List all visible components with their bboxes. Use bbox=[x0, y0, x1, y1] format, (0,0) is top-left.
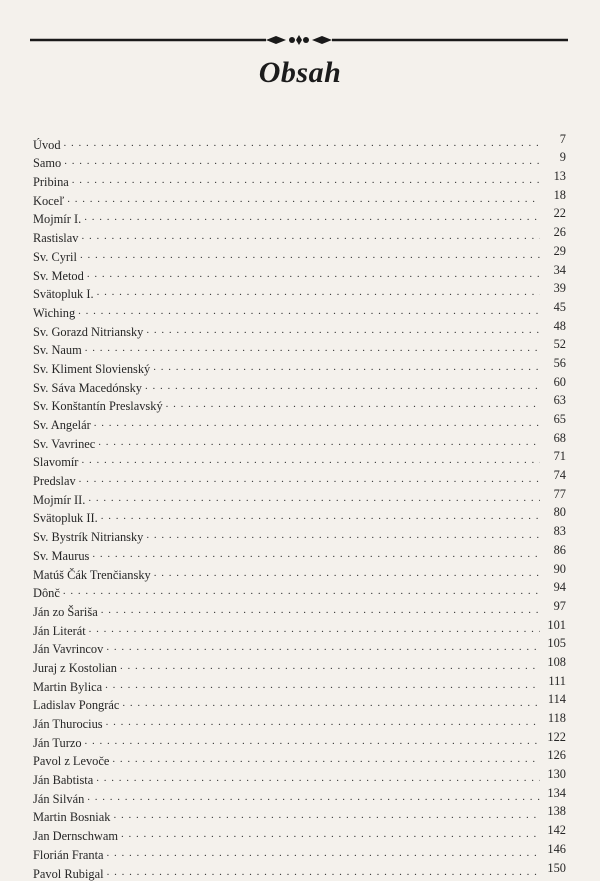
toc-entry-page-number: 83 bbox=[553, 524, 566, 539]
toc-entry bbox=[33, 320, 566, 339]
dot-leader bbox=[106, 715, 540, 729]
toc-entry-page-number: 7 bbox=[559, 131, 566, 146]
dot-leader bbox=[67, 192, 540, 206]
dot-leader bbox=[79, 472, 540, 486]
toc-entry-title: Sv. Gorazd Nitriansky bbox=[33, 324, 144, 339]
toc-entry bbox=[33, 712, 566, 731]
toc-entry-page-number: 68 bbox=[553, 430, 566, 445]
dot-leader bbox=[63, 584, 540, 598]
dot-leader bbox=[97, 285, 540, 299]
toc-entry bbox=[33, 264, 566, 283]
toc-entry-title: Koceľ bbox=[33, 193, 65, 208]
toc-entry-title: Pribina bbox=[33, 175, 69, 190]
toc-entry-page-number: 108 bbox=[547, 654, 566, 669]
dot-leader bbox=[107, 865, 540, 879]
toc-entry-page-number: 71 bbox=[553, 449, 566, 464]
toc-entry bbox=[33, 563, 566, 582]
dot-leader bbox=[107, 846, 540, 860]
dot-leader bbox=[146, 323, 540, 337]
toc-entry bbox=[33, 451, 566, 470]
toc-entry bbox=[33, 824, 566, 843]
dot-leader bbox=[80, 248, 540, 262]
toc-entry-title: Sv. Kliment Slovienský bbox=[33, 361, 151, 376]
dot-leader bbox=[81, 453, 540, 467]
dot-leader bbox=[64, 154, 540, 168]
dot-leader bbox=[112, 752, 540, 766]
dot-leader bbox=[146, 528, 540, 542]
toc-entry bbox=[33, 750, 566, 769]
toc-entry bbox=[33, 507, 566, 526]
toc-entry-page-number: 56 bbox=[553, 355, 566, 370]
toc-entry bbox=[33, 675, 566, 694]
toc-entry-page-number: 22 bbox=[553, 206, 566, 221]
toc-entry-title: Martin Bylica bbox=[33, 679, 103, 694]
toc-entry-page-number: 13 bbox=[553, 169, 566, 184]
toc-entry bbox=[33, 862, 566, 881]
toc-entry-page-number: 18 bbox=[553, 187, 566, 202]
toc-entry bbox=[33, 731, 566, 750]
toc-entry-page-number: 29 bbox=[553, 243, 566, 258]
dot-leader bbox=[153, 360, 540, 374]
toc-entry-page-number: 80 bbox=[553, 505, 566, 520]
toc-entry-title: Ján Turzo bbox=[33, 735, 82, 750]
toc-entry-title: Sv. Naum bbox=[33, 343, 82, 358]
toc-entry-page-number: 45 bbox=[553, 299, 566, 314]
dot-leader bbox=[105, 678, 540, 692]
toc-entry-page-number: 65 bbox=[553, 412, 566, 426]
toc-entry-page-number: 9 bbox=[559, 150, 566, 165]
toc-entry bbox=[33, 189, 566, 208]
dot-leader bbox=[122, 696, 540, 710]
toc-entry-title: Jan Dernschwam bbox=[33, 829, 118, 844]
toc-entry bbox=[33, 432, 566, 451]
dot-leader bbox=[84, 210, 540, 224]
toc-entry bbox=[33, 582, 566, 601]
toc-entry bbox=[33, 787, 566, 806]
dot-leader bbox=[81, 229, 540, 243]
toc-entry-title: Predslav bbox=[33, 474, 76, 489]
toc-entry-page-number: 105 bbox=[547, 636, 566, 651]
dot-leader bbox=[106, 640, 540, 654]
dot-leader bbox=[96, 771, 540, 785]
toc-entry-title: Matúš Čák Trenčiansky bbox=[33, 567, 151, 582]
toc-entry-title: Sv. Bystrík Nitriansky bbox=[33, 530, 144, 545]
toc-entry bbox=[33, 245, 566, 264]
toc-entry bbox=[33, 638, 566, 657]
dot-leader bbox=[120, 659, 540, 673]
toc-entry-page-number: 86 bbox=[553, 542, 566, 557]
toc-entry-title: Samo bbox=[33, 156, 62, 171]
toc-entry bbox=[33, 152, 566, 171]
toc-entry bbox=[33, 170, 566, 189]
toc-entry-title: Martin Bosniak bbox=[33, 810, 111, 825]
toc-entry-title: Ján Literát bbox=[33, 623, 86, 638]
toc-entry bbox=[33, 768, 566, 787]
toc-entry-title: Ján Vavrincov bbox=[33, 642, 104, 657]
dot-leader bbox=[64, 136, 540, 150]
toc-entry-page-number: 134 bbox=[547, 785, 566, 800]
toc-entry-title: Ján Thurocius bbox=[33, 717, 103, 731]
toc-entry-page-number: 63 bbox=[553, 393, 566, 408]
toc-entry-title: Mojmír II. bbox=[33, 492, 86, 507]
toc-entry-page-number: 150 bbox=[547, 860, 566, 875]
toc-entry bbox=[33, 357, 566, 376]
dot-leader bbox=[113, 808, 540, 822]
toc-entry bbox=[33, 488, 566, 507]
toc-entry-title: Svätopluk I. bbox=[33, 287, 94, 302]
toc-entry-page-number: 34 bbox=[553, 262, 566, 277]
toc-entry bbox=[33, 301, 566, 320]
toc-entry-title: Wiching bbox=[33, 305, 76, 320]
toc-entry bbox=[33, 376, 566, 395]
toc-entry-title: Ján zo Šariša bbox=[33, 604, 98, 619]
toc-entry-title: Svätopluk II. bbox=[33, 511, 98, 526]
toc-entry-page-number: 114 bbox=[547, 692, 566, 707]
toc-entry-page-number: 126 bbox=[547, 748, 566, 763]
toc-entry-page-number: 146 bbox=[547, 841, 566, 856]
toc-entry-title: Sv. Metod bbox=[33, 268, 84, 283]
toc-entry-page-number: 130 bbox=[547, 767, 566, 782]
dot-leader bbox=[85, 341, 540, 355]
toc-entry-title: Florián Franta bbox=[33, 847, 104, 862]
toc-entry-page-number: 90 bbox=[553, 561, 566, 576]
toc-entry bbox=[33, 843, 566, 862]
table-of-contents bbox=[33, 133, 566, 881]
toc-entry bbox=[33, 133, 566, 152]
toc-entry-title: Sv. Sáva Macedónsky bbox=[33, 380, 142, 395]
toc-entry-title: Sv. Cyril bbox=[33, 249, 77, 264]
toc-entry-title: Rastislav bbox=[33, 231, 79, 246]
toc-entry-title: Sv. Konštantín Preslavský bbox=[33, 399, 163, 414]
toc-entry-page-number: 26 bbox=[553, 225, 566, 240]
toc-entry-page-number: 118 bbox=[547, 711, 566, 725]
toc-entry-title: Pavol Rubigal bbox=[33, 866, 104, 881]
toc-entry-title: Ján Silván bbox=[33, 791, 85, 806]
dot-leader bbox=[87, 267, 540, 281]
toc-entry bbox=[33, 806, 566, 825]
dot-leader bbox=[87, 790, 540, 804]
toc-entry-title: Mojmír I. bbox=[33, 212, 82, 227]
toc-entry bbox=[33, 283, 566, 302]
toc-entry bbox=[33, 208, 566, 227]
toc-entry-page-number: 52 bbox=[553, 337, 566, 352]
dot-leader bbox=[92, 547, 540, 561]
dot-leader bbox=[98, 435, 540, 449]
toc-entry bbox=[33, 226, 566, 245]
toc-entry-page-number: 77 bbox=[553, 486, 566, 501]
toc-entry-page-number: 74 bbox=[553, 468, 566, 483]
toc-entry-page-number: 138 bbox=[547, 804, 566, 819]
toc-entry-title: Sv. Vavrinec bbox=[33, 436, 96, 451]
dot-leader bbox=[88, 491, 540, 505]
dot-leader bbox=[72, 173, 540, 187]
dot-leader bbox=[78, 304, 540, 318]
toc-entry bbox=[33, 656, 566, 675]
toc-entry bbox=[33, 469, 566, 488]
dot-leader bbox=[101, 509, 540, 523]
toc-entry-title: Slavomír bbox=[33, 455, 79, 470]
toc-entry bbox=[33, 619, 566, 638]
toc-entry-page-number: 94 bbox=[553, 580, 566, 595]
dot-leader bbox=[121, 827, 540, 841]
toc-entry-title: Dônč bbox=[33, 586, 60, 601]
toc-entry bbox=[33, 544, 566, 563]
toc-entry bbox=[33, 339, 566, 358]
toc-entry-page-number: 39 bbox=[553, 281, 566, 296]
decorative-rule bbox=[30, 32, 568, 46]
toc-entry-title: Sv. Angelár bbox=[33, 418, 91, 432]
toc-entry-page-number: 101 bbox=[547, 617, 566, 632]
dot-leader bbox=[89, 622, 540, 636]
toc-entry-page-number: 97 bbox=[553, 598, 566, 613]
toc-entry-title: Ladislav Pongrác bbox=[33, 698, 120, 713]
toc-entry-page-number: 142 bbox=[547, 823, 566, 838]
dot-leader bbox=[94, 416, 540, 430]
toc-entry-title: Úvod bbox=[33, 137, 61, 152]
toc-entry bbox=[33, 525, 566, 544]
toc-entry-title: Pavol z Levoče bbox=[33, 754, 110, 769]
dot-leader bbox=[85, 734, 540, 748]
dot-leader bbox=[145, 379, 540, 393]
page-title: Obsah bbox=[258, 56, 342, 89]
dot-leader bbox=[101, 603, 540, 617]
toc-entry-page-number: 111 bbox=[548, 673, 566, 688]
toc-entry-page-number: 48 bbox=[553, 318, 566, 333]
toc-entry-title: Juraj z Kostolian bbox=[33, 660, 117, 675]
toc-entry-page-number: 60 bbox=[553, 374, 566, 389]
toc-entry-title: Sv. Maurus bbox=[33, 548, 90, 563]
toc-entry bbox=[33, 395, 566, 414]
toc-entry bbox=[33, 694, 566, 713]
dot-leader bbox=[166, 397, 540, 411]
toc-entry-title: Ján Babtista bbox=[33, 773, 94, 788]
dot-leader bbox=[154, 566, 540, 580]
toc-entry-page-number: 122 bbox=[547, 729, 566, 744]
toc-entry bbox=[33, 600, 566, 619]
toc-entry bbox=[33, 413, 566, 432]
